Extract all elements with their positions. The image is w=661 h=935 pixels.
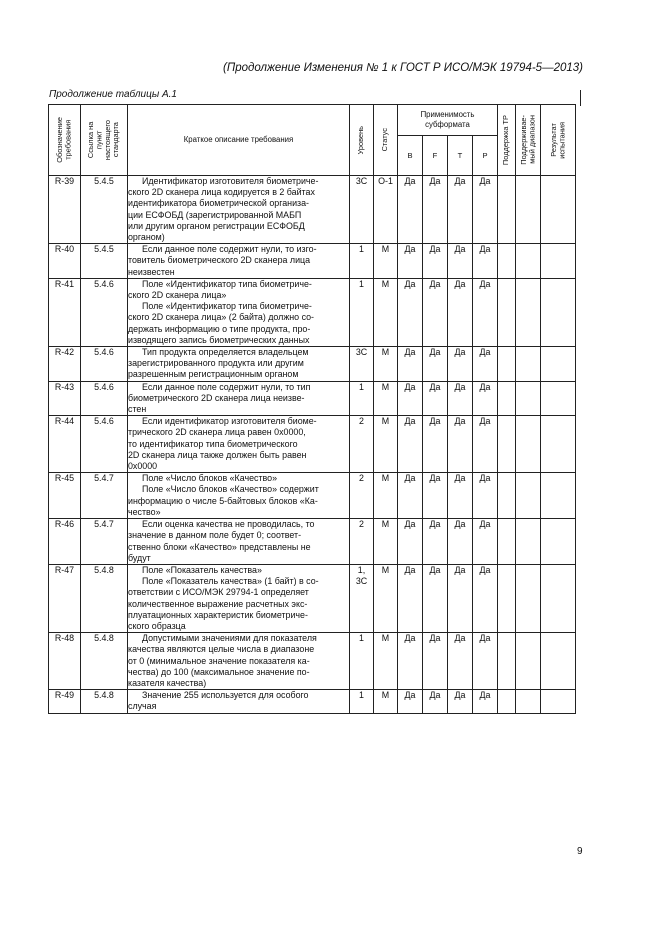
subformat-p-cell: Да bbox=[473, 416, 498, 473]
supported-cell bbox=[498, 633, 516, 690]
supported-cell bbox=[498, 416, 516, 473]
subformat-f-cell: Да bbox=[423, 633, 448, 690]
range-cell bbox=[516, 176, 541, 244]
requirement-id: R-40 bbox=[49, 244, 81, 279]
col-header-supported: Поддержка ТР bbox=[498, 105, 516, 176]
range-cell bbox=[516, 381, 541, 416]
subformat-f-cell: Да bbox=[423, 244, 448, 279]
subformat-b-cell: Да bbox=[398, 416, 423, 473]
subformat-f-cell: Да bbox=[423, 347, 448, 382]
col-header-range: Поддерживае- мый диапазон bbox=[516, 105, 541, 176]
subformat-b-cell: Да bbox=[398, 381, 423, 416]
result-cell bbox=[541, 564, 576, 632]
clause-ref: 5.4.5 bbox=[81, 176, 128, 244]
description-paragraph: Поле «Показатель качества» (1 байт) в со- ответствии с ИСО/МЭК 29794-1 определяет количественное выражение расчетных экс- плуатационных характеристик биометриче- ского образца bbox=[128, 576, 319, 631]
status-cell: М bbox=[374, 381, 398, 416]
status-cell: М bbox=[374, 347, 398, 382]
table-row bbox=[49, 176, 576, 244]
requirement-description bbox=[128, 473, 350, 519]
subformat-f-cell: Да bbox=[423, 278, 448, 346]
subformat-b-cell: Да bbox=[398, 473, 423, 519]
col-header-ref: Ссылка на пункт настоящего стандарта bbox=[81, 105, 128, 176]
col-header-applicability: Применимость субформата bbox=[398, 105, 498, 136]
requirement-description bbox=[128, 416, 350, 473]
result-cell bbox=[541, 176, 576, 244]
col-header-desc: Краткое описание требования bbox=[128, 105, 350, 176]
level-cell: 1 bbox=[350, 381, 374, 416]
description-paragraph: Поле «Идентификатор типа биометриче- ского 2D сканера лица» (2 байта) должно со- держать информацию о типе продукта, про- изводящего запись биометрических данных bbox=[128, 301, 315, 345]
result-cell bbox=[541, 381, 576, 416]
subformat-f-cell: Да bbox=[423, 176, 448, 244]
col-header-sub-f: F bbox=[423, 136, 448, 176]
result-cell bbox=[541, 347, 576, 382]
col-header-sub-b: В bbox=[398, 136, 423, 176]
subformat-b-cell: Да bbox=[398, 176, 423, 244]
status-cell: М bbox=[374, 519, 398, 565]
clause-ref: 5.4.7 bbox=[81, 519, 128, 565]
subformat-b-cell: Да bbox=[398, 690, 423, 713]
level-cell: 1 bbox=[350, 690, 374, 713]
requirement-id: R-45 bbox=[49, 473, 81, 519]
supported-cell bbox=[498, 690, 516, 713]
description-paragraph: Поле «Идентификатор типа биометриче- ского 2D сканера лица» bbox=[128, 278, 312, 301]
status-cell: М bbox=[374, 244, 398, 279]
range-cell bbox=[516, 473, 541, 519]
description-paragraph: Идентификатор изготовителя биометриче- ского 2D сканера лица кодируется в 2 байтах идентификатора биометрической организа- ции ЕСФОБД (зарегистрированной МАБП или другим органом регистрации ЕСФОБД органом) bbox=[128, 176, 319, 243]
range-cell bbox=[516, 564, 541, 632]
description-paragraph: Если идентификатор изготовителя биоме- трического 2D сканера лица равен 0х0000, то идентификатор типа биометрического 2D сканера лица также должен быть равен 0х0000 bbox=[128, 416, 317, 472]
subformat-t-cell: Да bbox=[448, 244, 473, 279]
table-row bbox=[49, 564, 576, 632]
level-cell: 1 bbox=[350, 244, 374, 279]
requirement-id: R-47 bbox=[49, 564, 81, 632]
status-cell: М bbox=[374, 473, 398, 519]
table-row bbox=[49, 347, 576, 382]
subformat-p-cell: Да bbox=[473, 381, 498, 416]
description-paragraph: Значение 255 используется для особого случая bbox=[128, 690, 309, 712]
supported-cell bbox=[498, 473, 516, 519]
range-cell bbox=[516, 347, 541, 382]
subformat-t-cell: Да bbox=[448, 381, 473, 416]
supported-cell bbox=[498, 244, 516, 279]
result-cell bbox=[541, 633, 576, 690]
page-number: 9 bbox=[577, 846, 583, 857]
subformat-f-cell: Да bbox=[423, 564, 448, 632]
description-paragraph: Если данное поле содержит нули, то тип биометрического 2D сканера лица неизве- стен bbox=[128, 381, 311, 415]
col-header-sub-t: T bbox=[448, 136, 473, 176]
description-paragraph: Поле «Число блоков «Качество» bbox=[142, 473, 278, 484]
description-paragraph: Допустимыми значениями для показателя качества являются целые числа в диапазоне от 0 (минимальное значение показателя ка- чества) до 100 (максимальное значение по- казателя качества) bbox=[128, 633, 317, 688]
subformat-t-cell: Да bbox=[448, 633, 473, 690]
requirement-id: R-43 bbox=[49, 381, 81, 416]
status-cell: М bbox=[374, 416, 398, 473]
table-row bbox=[49, 244, 576, 279]
description-paragraph: Если данное поле содержит нули, то изго- товитель биометрического 2D сканера лица неизвестен bbox=[128, 244, 317, 277]
subformat-f-cell: Да bbox=[423, 381, 448, 416]
subformat-p-cell: Да bbox=[473, 347, 498, 382]
result-cell bbox=[541, 244, 576, 279]
requirement-id: R-39 bbox=[49, 176, 81, 244]
table-row bbox=[49, 381, 576, 416]
subformat-p-cell: Да bbox=[473, 690, 498, 713]
table-row bbox=[49, 473, 576, 519]
subformat-t-cell: Да bbox=[448, 473, 473, 519]
subformat-p-cell: Да bbox=[473, 633, 498, 690]
status-cell: О-1 bbox=[374, 176, 398, 244]
table-row bbox=[49, 690, 576, 713]
result-cell bbox=[541, 473, 576, 519]
result-cell bbox=[541, 690, 576, 713]
level-cell: 2 bbox=[350, 416, 374, 473]
clause-ref: 5.4.6 bbox=[81, 416, 128, 473]
description-paragraph: Если оценка качества не проводилась, то значение в данном поле будет 0; соответ- ственно блоки «Качество» представлены не будут bbox=[128, 519, 315, 563]
subformat-b-cell: Да bbox=[398, 564, 423, 632]
range-cell bbox=[516, 416, 541, 473]
supported-cell bbox=[498, 278, 516, 346]
subformat-p-cell: Да bbox=[473, 278, 498, 346]
table-row bbox=[49, 633, 576, 690]
clause-ref: 5.4.8 bbox=[81, 564, 128, 632]
clause-ref: 5.4.8 bbox=[81, 690, 128, 713]
status-cell: М bbox=[374, 633, 398, 690]
level-cell: 3С bbox=[350, 347, 374, 382]
level-cell: 1 bbox=[350, 633, 374, 690]
requirement-id: R-41 bbox=[49, 278, 81, 346]
result-cell bbox=[541, 278, 576, 346]
requirements-table bbox=[48, 104, 576, 714]
clause-ref: 5.4.8 bbox=[81, 633, 128, 690]
requirement-description bbox=[128, 519, 350, 565]
subformat-t-cell: Да bbox=[448, 176, 473, 244]
result-cell bbox=[541, 519, 576, 565]
description-paragraph: Поле «Число блоков «Качество» содержит информацию о числе 5-байтовых блоков «Ка- чество» bbox=[128, 484, 319, 517]
subformat-p-cell: Да bbox=[473, 244, 498, 279]
subformat-t-cell: Да bbox=[448, 519, 473, 565]
requirement-id: R-44 bbox=[49, 416, 81, 473]
header-row bbox=[49, 105, 576, 136]
col-header-status: Статус bbox=[374, 105, 398, 176]
requirement-id: R-48 bbox=[49, 633, 81, 690]
range-cell bbox=[516, 278, 541, 346]
range-cell bbox=[516, 690, 541, 713]
requirement-description bbox=[128, 690, 350, 713]
requirement-description bbox=[128, 176, 350, 244]
description-paragraph: Тип продукта определяется владельцем зарегистрированного продукта или другим разрешенным регистрационным органом bbox=[128, 347, 309, 380]
range-cell bbox=[516, 244, 541, 279]
subformat-b-cell: Да bbox=[398, 347, 423, 382]
subformat-f-cell: Да bbox=[423, 690, 448, 713]
subformat-b-cell: Да bbox=[398, 633, 423, 690]
requirement-id: R-49 bbox=[49, 690, 81, 713]
clause-ref: 5.4.6 bbox=[81, 381, 128, 416]
supported-cell bbox=[498, 347, 516, 382]
continuation-header: (Продолжение Изменения № 1 к ГОСТ Р ИСО/МЭК 19794-5—2013) bbox=[223, 62, 583, 74]
requirement-description bbox=[128, 564, 350, 632]
supported-cell bbox=[498, 176, 516, 244]
requirement-id: R-42 bbox=[49, 347, 81, 382]
subformat-t-cell: Да bbox=[448, 278, 473, 346]
subformat-p-cell: Да bbox=[473, 473, 498, 519]
subformat-t-cell: Да bbox=[448, 416, 473, 473]
status-cell: М bbox=[374, 278, 398, 346]
status-cell: М bbox=[374, 564, 398, 632]
subformat-t-cell: Да bbox=[448, 564, 473, 632]
clause-ref: 5.4.6 bbox=[81, 278, 128, 346]
table-row bbox=[49, 416, 576, 473]
requirement-description bbox=[128, 381, 350, 416]
supported-cell bbox=[498, 519, 516, 565]
range-cell bbox=[516, 633, 541, 690]
subformat-f-cell: Да bbox=[423, 473, 448, 519]
col-header-id: Обозначение требования bbox=[49, 105, 81, 176]
level-cell: 2 bbox=[350, 519, 374, 565]
table-row bbox=[49, 278, 576, 346]
range-cell bbox=[516, 519, 541, 565]
clause-ref: 5.4.7 bbox=[81, 473, 128, 519]
level-cell: 3С bbox=[350, 176, 374, 244]
subformat-b-cell: Да bbox=[398, 244, 423, 279]
subformat-p-cell: Да bbox=[473, 176, 498, 244]
subformat-p-cell: Да bbox=[473, 564, 498, 632]
subformat-b-cell: Да bbox=[398, 519, 423, 565]
status-cell: М bbox=[374, 690, 398, 713]
requirement-description bbox=[128, 244, 350, 279]
col-header-result: Результат испытания bbox=[541, 105, 576, 176]
result-cell bbox=[541, 416, 576, 473]
clause-ref: 5.4.5 bbox=[81, 244, 128, 279]
subformat-t-cell: Да bbox=[448, 690, 473, 713]
requirement-description bbox=[128, 347, 350, 382]
supported-cell bbox=[498, 381, 516, 416]
col-header-level: Уровень bbox=[350, 105, 374, 176]
subformat-t-cell: Да bbox=[448, 347, 473, 382]
subformat-f-cell: Да bbox=[423, 519, 448, 565]
subformat-p-cell: Да bbox=[473, 519, 498, 565]
description-paragraph: Поле «Показатель качества» bbox=[142, 564, 262, 575]
col-header-sub-p: P bbox=[473, 136, 498, 176]
level-cell: 2 bbox=[350, 473, 374, 519]
supported-cell bbox=[498, 564, 516, 632]
table-row bbox=[49, 519, 576, 565]
requirement-id: R-46 bbox=[49, 519, 81, 565]
level-cell: 1 bbox=[350, 278, 374, 346]
subformat-f-cell: Да bbox=[423, 416, 448, 473]
subformat-b-cell: Да bbox=[398, 278, 423, 346]
clause-ref: 5.4.6 bbox=[81, 347, 128, 382]
requirement-description bbox=[128, 633, 350, 690]
level-cell: 1, 3С bbox=[350, 564, 374, 632]
requirement-description bbox=[128, 278, 350, 346]
margin-line bbox=[580, 90, 581, 106]
table-caption: Продолжение таблицы А.1 bbox=[49, 89, 177, 100]
